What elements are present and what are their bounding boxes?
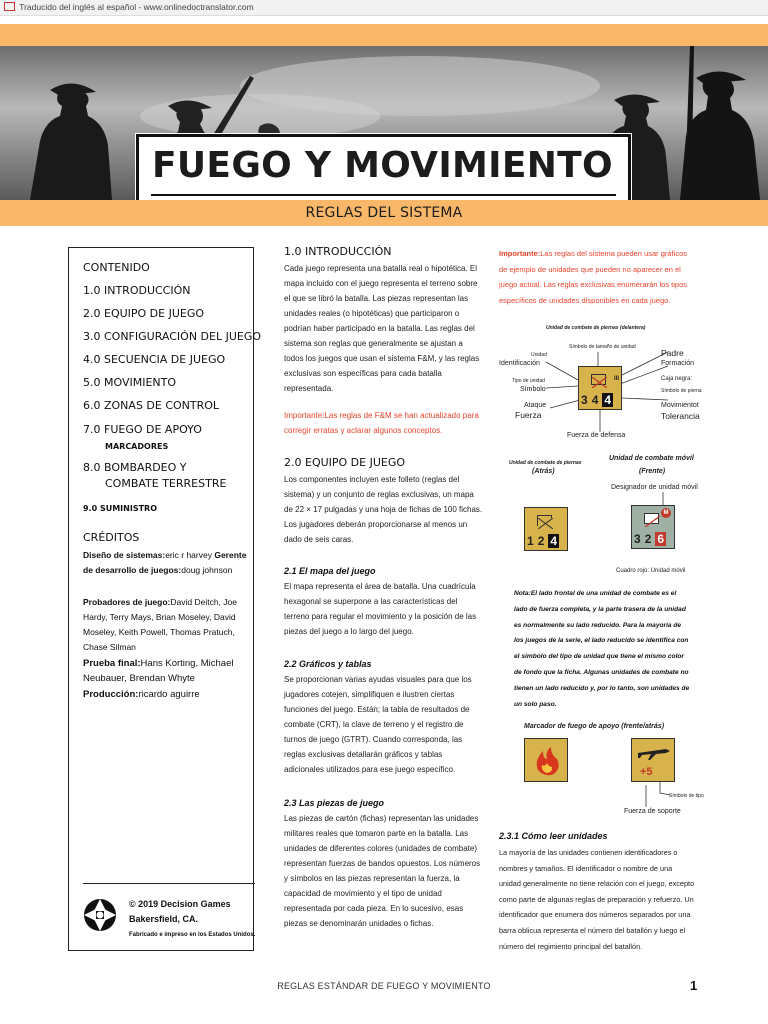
page-subtitle: REGLAS DEL SISTEMA	[305, 205, 463, 221]
label-tipo: Tipo de unidad	[512, 378, 545, 384]
charts-body: Se proporcionan varias ayudas visuales para que los jugadores cotejen, simplifiquen e ilustren ciertas funciones del juego. Están; la tabla de resultados de combate (CRT), la clave de terreno y el registro de turnos de juego (GTRT). Cuando corresponda, las reglas exclusivas detallarán gráficos y tablas adicionales utilizados para ese juego específico.	[284, 675, 472, 774]
fire-icon	[531, 745, 563, 777]
mobile-title-2: (Frente)	[639, 468, 666, 475]
credit-design-value: eric r harvey	[165, 550, 212, 560]
mobile-combat-counter	[631, 505, 675, 549]
support-strength-label: Fuerza de soporte	[624, 808, 681, 815]
page-number: 1	[690, 978, 698, 993]
front-leg-counter	[578, 366, 622, 410]
credit-testers-label: Probadores de juego:	[83, 597, 171, 607]
col3-important	[499, 246, 695, 308]
front-move: 4	[604, 393, 612, 407]
label-simbolo-pierna: Símbolo de pierna	[661, 388, 702, 394]
support-value: +5	[640, 766, 653, 778]
credit-proof-value: Hans Korting, Michael Neubauer, Brendan Whyte	[83, 658, 234, 684]
intro-important-text: Las reglas de F&M se han actualizado para corregir erratas y aclarar algunos conceptos.	[284, 411, 479, 435]
label-padre: Padre	[661, 348, 684, 358]
intro-important-label: Importante:	[284, 411, 325, 420]
label-ataque: Ataque	[524, 402, 547, 409]
title-underline	[151, 194, 616, 196]
mobile-badge: M	[661, 508, 671, 518]
pieces-body: Las piezas de cartón (fichas) representan las unidades militares reales que tomaron parte en la batalla. Las unidades de diferentes colores (unidades de combate) representan fuerzas de bandos opuestos. Los números y símbolos en las piezas representan la fuerza, la capacidad de movimiento y el tipo de unidad representada por cada pieza. En lo sucesivo, esas piezas se denominarán unidades o fichas.	[284, 814, 481, 928]
back-attack: 1	[527, 534, 538, 548]
mobile-move: 6	[657, 532, 665, 546]
translator-icon	[4, 2, 15, 11]
publisher-copyright: © 2019 Decision Games	[129, 899, 231, 909]
credit-testers-value: David Deitch, Joe Hardy, Terry Mays, Brian Moseley, David Moseley, Keith Powell, Thomas Pratuch, Chase Silman	[83, 597, 237, 652]
credit-production-value: ricardo aguirre	[138, 689, 200, 700]
back-title-1: Unidad de combate de piernas	[509, 460, 582, 466]
front-attack: 3	[581, 393, 592, 407]
col3-important-label: Importante:	[499, 249, 541, 258]
toc-item-sub[interactable]: MARCADORES	[105, 442, 169, 451]
equipment-body: Los componentes incluyen este folleto (reglas del sistema) y un conjunto de reglas exclusivas, un mapa de 22 × 17 pulgadas y una hoja de fichas de 100 fichas. Los jugadores deberán proporcionarse al menos un dado de seis caras.	[284, 475, 483, 544]
toc-item[interactable]: 8.0 BOMBARDEO Y	[83, 461, 187, 474]
mobile-designator-label: Designador de unidad móvil	[611, 484, 698, 491]
reading-heading: 2.3.1 Cómo leer unidades	[499, 831, 608, 841]
toc-item[interactable]: 4.0 SECUENCIA DE JUEGO	[83, 353, 226, 366]
credit-design-label: Diseño de sistemas:	[83, 550, 166, 560]
credit-manager-label: Gerente de desarrollo de juegos:	[83, 550, 247, 575]
toc-item[interactable]: 1.0 INTRODUCCIÓN	[83, 284, 191, 297]
decision-games-logo-icon	[83, 898, 117, 932]
note-text: Nota:El lado frontal de una unidad de combate es el lado de fuerza completa, y la parte trasera de la unidad es normalmente su lado reducido. Para la mayoría de los juegos de la serie, el lado reducido se identifica con el símbolo del tipo de unidad que tiene el mismo color de fondo que la ficha. Algunas unidades de combate no tienen un lado reducido y, por lo tanto, son unidades de un solo paso.	[514, 590, 690, 708]
mobile-defense: 2	[644, 532, 656, 546]
title-box	[136, 134, 631, 200]
label-formacion: Formación	[661, 360, 695, 367]
contents-title: CONTENIDO	[83, 261, 150, 274]
charts-heading: 2.2 Gráficos y tablas	[284, 659, 372, 669]
label-defensa: Fuerza de defensa	[567, 432, 626, 439]
toc-item[interactable]: 7.0 FUEGO DE APOYO	[83, 423, 202, 436]
intro-important	[284, 408, 484, 438]
map-heading: 2.1 El mapa del juego	[284, 566, 376, 576]
aircraft-icon	[636, 743, 672, 761]
front-counter-values	[581, 393, 613, 407]
credit-proof	[83, 656, 253, 686]
mobile-counter-values	[634, 532, 666, 546]
toc-item[interactable]: 9.0 SUMINISTRO	[83, 504, 158, 513]
credit-design	[83, 548, 253, 578]
toc-item[interactable]: 2.0 EQUIPO DE JUEGO	[83, 307, 205, 320]
translator-link[interactable]: Traducido del inglés al español - www.onlinedoctranslator.com	[19, 2, 254, 12]
front-defense: 4	[591, 393, 603, 407]
credit-manager-value: doug johnson	[181, 565, 233, 575]
map-body: El mapa representa el área de batalla. Una cuadrícula hexagonal se superpone a las características del terreno para regular el movimiento y la posición de las piezas del juego a lo largo del juego.	[284, 582, 477, 636]
front-diagram-title: Unidad de combate de piernas (delantera)	[546, 325, 646, 331]
page-title: FUEGO Y MOVIMIENTO	[152, 145, 613, 186]
pieces-heading: 2.3 Las piezas de juego	[284, 798, 385, 808]
support-title: Marcador de fuego de apoyo (frente/atrás)	[524, 723, 665, 730]
page-footer: REGLAS ESTÁNDAR DE FUEGO Y MOVIMIENTO	[277, 981, 491, 991]
col3-important-text: Las reglas del sistema pueden usar gráficos de ejemplo de unidades que pueden no aparecer en el juego actual. Las reglas exclusivas enumerarán los tipos específicos de unidades disponibles en cada juego.	[499, 249, 688, 305]
back-title-2: (Atrás)	[532, 468, 555, 475]
mobile-attack: 3	[634, 532, 645, 546]
credit-production-label: Producción:	[83, 689, 139, 700]
infantry-symbol-icon	[591, 374, 606, 385]
mobile-title-1: Unidad de combate móvil	[609, 455, 694, 462]
reading-body: La mayoría de las unidades contienen identificadores o nombres y tamaños. El identificador o nombre de una unidad generalmente no tiene relación con el juego, excepto como parte de algunas reglas de preparación y refuerzo. Un identificador que enumera dos números separados por una barra oblicua representa el número del batallón y luego el número del regimiento principal del batallón.	[499, 848, 695, 951]
label-identificacion: Identificación	[499, 360, 540, 367]
translator-bar	[0, 0, 768, 16]
label-fuerza: Fuerza	[515, 410, 542, 420]
label-movimiento: Movimientot	[661, 402, 699, 409]
mobile-caption: Cuadro rojo: Unidad móvil	[616, 568, 686, 574]
mobile-symbol-icon	[644, 513, 659, 524]
credits-divider	[83, 883, 255, 884]
back-defense: 2	[537, 534, 549, 548]
back-leg-counter	[524, 507, 568, 551]
infantry-symbol-icon	[537, 515, 552, 526]
contents-box	[68, 247, 262, 951]
credit-testers	[83, 595, 253, 655]
label-simbolo: Símbolo	[520, 386, 546, 393]
credit-production	[83, 687, 253, 702]
support-back-counter	[524, 738, 568, 782]
support-type-label: Símbolo de tipo	[669, 793, 704, 799]
publisher-printed: Fabricado e impreso en los Estados Unidos.	[129, 932, 256, 938]
intro-heading: 1.0 INTRODUCCIÓN	[284, 245, 392, 258]
label-size-symbol: Símbolo de tamaño de unidad	[569, 344, 636, 350]
header-banner	[0, 46, 768, 200]
front-counter-size: III	[613, 376, 619, 382]
toc-item-sub[interactable]: COMBATE TERRESTRE	[105, 477, 227, 490]
label-unidad: Unidad	[531, 352, 547, 358]
subtitle-bar	[0, 200, 768, 226]
toc-item[interactable]: 6.0 ZONAS DE CONTROL	[83, 399, 220, 412]
publisher-location: Bakersfield, CA.	[129, 914, 199, 924]
back-move: 4	[550, 534, 558, 548]
credit-proof-label: Prueba final:	[83, 658, 141, 669]
toc-item[interactable]: 3.0 CONFIGURACIÓN DEL JUEGO	[83, 330, 262, 343]
equipment-heading: 2.0 EQUIPO DE JUEGO	[284, 456, 406, 469]
label-tolerancia: Tolerancia	[661, 411, 700, 421]
top-orange-strip	[0, 24, 768, 46]
label-caja: Caja negra:	[661, 376, 693, 382]
toc-item[interactable]: 5.0 MOVIMIENTO	[83, 376, 177, 389]
intro-body: Cada juego representa una batalla real o hipotética. El mapa incluido con el juego representa el terreno sobre el que se libró la batalla. Las piezas representan las unidades reales (o hipotéticas) que participaron o podrían haber participado en la batalla. Las reglas del sistema son reglas que generalmente se ajustan a todos los juegos que usan el sistema F&M, y las reglas exclusivas son específicas para cada batalla representada.	[284, 264, 480, 393]
back-counter-values	[527, 534, 559, 548]
credits-title: CRÉDITOS	[83, 531, 140, 544]
